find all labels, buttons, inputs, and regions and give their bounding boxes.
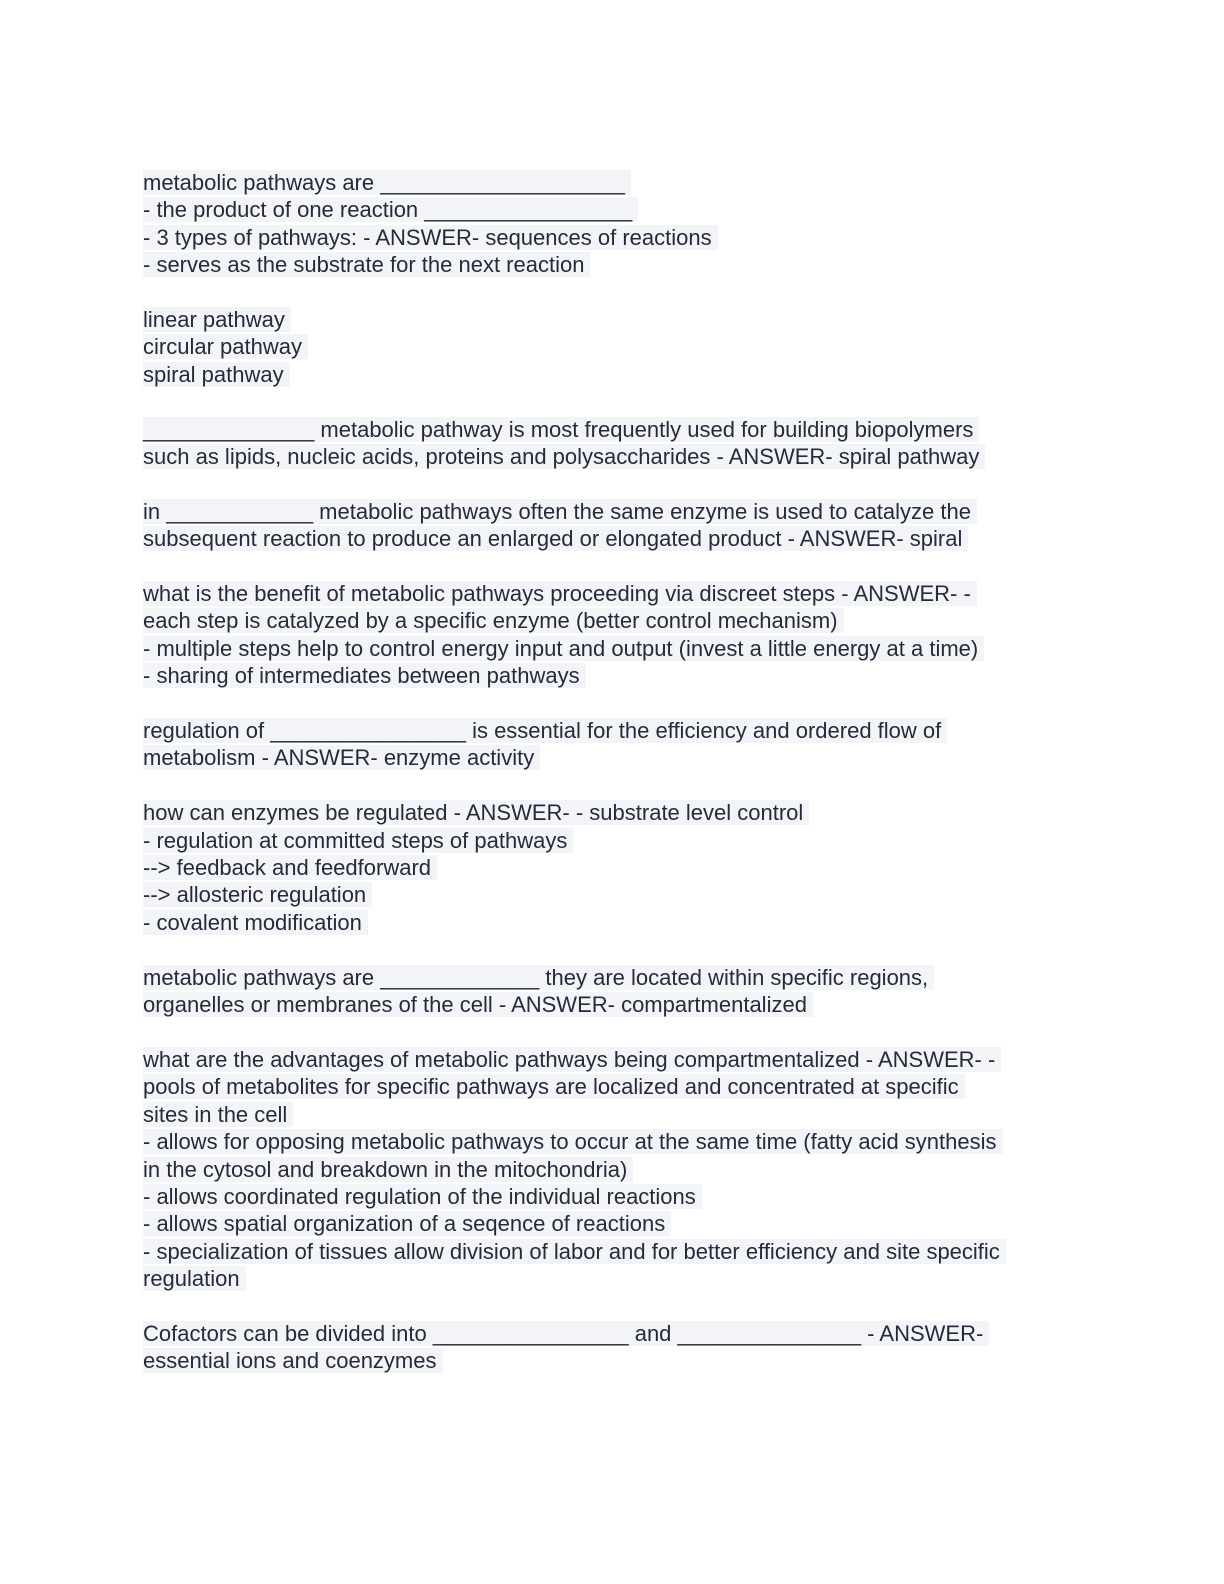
text-line: [143, 333, 1083, 360]
text-line: [143, 306, 1083, 333]
text-line-content: - sharing of intermediates between pathways: [143, 663, 586, 688]
qa-block: [143, 1320, 1083, 1375]
text-line-content: regulation of ________________ is essential for the efficiency and ordered flow of: [143, 718, 947, 743]
qa-block: [143, 717, 1083, 772]
text-line: [143, 1156, 1083, 1183]
text-line: [143, 854, 1083, 881]
text-line: [143, 416, 1083, 443]
text-line-content: sites in the cell: [143, 1102, 293, 1127]
text-line: [143, 1265, 1083, 1292]
text-line: [143, 224, 1083, 251]
document-content: [143, 169, 1083, 1402]
text-line-content: such as lipids, nucleic acids, proteins and polysaccharides - ANSWER- spiral pathway: [143, 444, 985, 469]
text-line-content: metabolic pathways are _____________ they are located within specific regions,: [143, 965, 934, 990]
qa-block: [143, 498, 1083, 553]
text-line: [143, 443, 1083, 470]
text-line-content: subsequent reaction to produce an enlarged or elongated product - ANSWER- spiral: [143, 526, 968, 551]
text-line: [143, 991, 1083, 1018]
text-line: [143, 1320, 1083, 1347]
text-line: [143, 799, 1083, 826]
qa-block: [143, 169, 1083, 279]
text-line: [143, 1210, 1083, 1237]
text-line-content: - regulation at committed steps of pathways: [143, 828, 573, 853]
text-line-content: linear pathway: [143, 307, 291, 332]
text-line: [143, 635, 1083, 662]
text-line-content: organelles or membranes of the cell - ANSWER- compartmentalized: [143, 992, 813, 1017]
text-line-content: - covalent modification: [143, 910, 368, 935]
text-line: [143, 827, 1083, 854]
qa-block: [143, 799, 1083, 936]
text-line-content: pools of metabolites for specific pathways are localized and concentrated at specific: [143, 1074, 965, 1099]
qa-block: [143, 416, 1083, 471]
text-line: [143, 580, 1083, 607]
text-line: [143, 361, 1083, 388]
text-line: [143, 1183, 1083, 1210]
text-line: [143, 909, 1083, 936]
text-line: [143, 169, 1083, 196]
text-line-content: - serves as the substrate for the next reaction: [143, 252, 590, 277]
text-line-content: how can enzymes be regulated - ANSWER- - substrate level control: [143, 800, 809, 825]
text-line: [143, 607, 1083, 634]
text-line: [143, 525, 1083, 552]
text-line-content: ______________ metabolic pathway is most frequently used for building biopolymers: [143, 417, 979, 442]
text-line: [143, 744, 1083, 771]
text-line: [143, 1073, 1083, 1100]
text-line-content: metabolism - ANSWER- enzyme activity: [143, 745, 540, 770]
text-line-content: - allows for opposing metabolic pathways to occur at the same time (fatty acid synthesis: [143, 1129, 1003, 1154]
text-line: [143, 1101, 1083, 1128]
text-line: [143, 662, 1083, 689]
text-line-content: metabolic pathways are ____________________: [143, 170, 631, 195]
text-line-content: Cofactors can be divided into ________________ and _______________ - ANSWER-: [143, 1321, 989, 1346]
text-line-content: essential ions and coenzymes: [143, 1348, 443, 1373]
text-line-content: - 3 types of pathways: - ANSWER- sequences of reactions: [143, 225, 718, 250]
text-line: [143, 1238, 1083, 1265]
text-line-content: what is the benefit of metabolic pathways proceeding via discreet steps - ANSWER- -: [143, 581, 977, 606]
text-line: [143, 1046, 1083, 1073]
text-line: [143, 1347, 1083, 1374]
text-line-content: - the product of one reaction _________________: [143, 197, 638, 222]
text-line-content: in the cytosol and breakdown in the mitochondria): [143, 1157, 633, 1182]
text-line: [143, 881, 1083, 908]
text-line-content: - allows spatial organization of a seqence of reactions: [143, 1211, 671, 1236]
qa-block: [143, 580, 1083, 690]
text-line-content: what are the advantages of metabolic pathways being compartmentalized - ANSWER- -: [143, 1047, 1001, 1072]
text-line-content: - allows coordinated regulation of the individual reactions: [143, 1184, 702, 1209]
text-line-content: --> feedback and feedforward: [143, 855, 437, 880]
text-line-content: circular pathway: [143, 334, 308, 359]
text-line-content: - specialization of tissues allow division of labor and for better efficiency and site specific: [143, 1239, 1006, 1264]
text-line: [143, 717, 1083, 744]
text-line: [143, 964, 1083, 991]
text-line-content: - multiple steps help to control energy input and output (invest a little energy at a time): [143, 636, 984, 661]
text-line-content: regulation: [143, 1266, 246, 1291]
text-line-content: spiral pathway: [143, 362, 290, 387]
qa-block: [143, 964, 1083, 1019]
qa-block: [143, 306, 1083, 388]
text-line: [143, 498, 1083, 525]
text-line-content: --> allosteric regulation: [143, 882, 372, 907]
text-line-content: each step is catalyzed by a specific enzyme (better control mechanism): [143, 608, 844, 633]
text-line: [143, 196, 1083, 223]
qa-block: [143, 1046, 1083, 1293]
text-line-content: in ____________ metabolic pathways often the same enzyme is used to catalyze the: [143, 499, 977, 524]
text-line: [143, 251, 1083, 278]
text-line: [143, 1128, 1083, 1155]
